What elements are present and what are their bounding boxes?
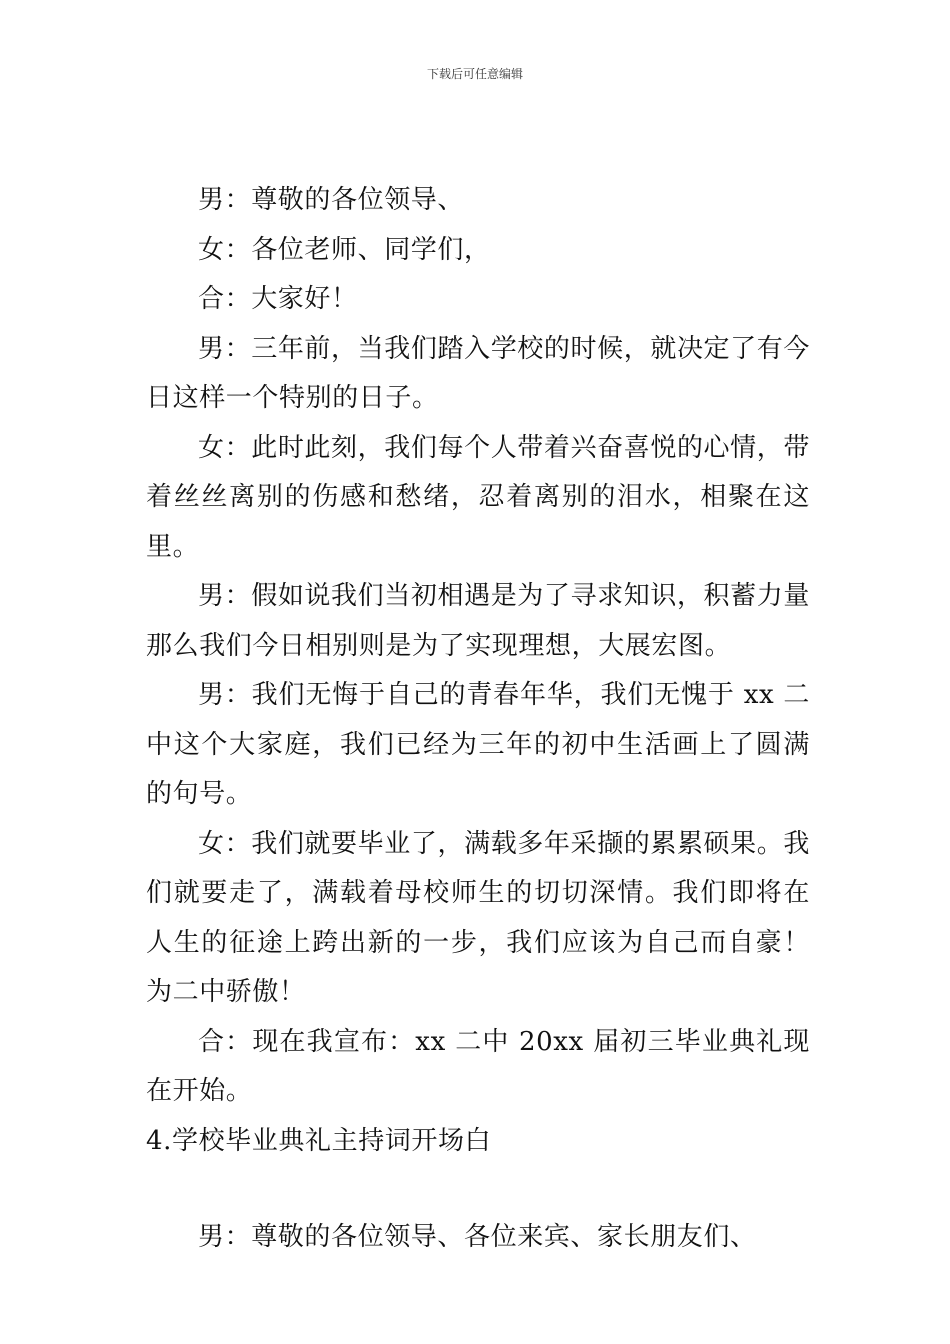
paragraph: 女：此时此刻，我们每个人带着兴奋喜悦的心情，带着丝丝离别的伤感和愁绪，忍着离别的泪水，相聚在这里。 (146, 432, 810, 562)
paragraph: 女：各位老师、同学们， (198, 234, 491, 265)
blank-line (146, 1166, 810, 1213)
paragraph: 女：我们就要毕业了，满载多年采撷的累累硕果。我们就要走了，满载着母校师生的切切深情。我们即将在人生的征途上跨出新的一步，我们应该为自己而自豪！为二中骄傲！ (146, 828, 810, 1007)
paragraph: 合：现在我宣布：xx 二中 20xx 届初三毕业典礼现在开始。 (146, 1026, 810, 1106)
document-body (146, 176, 810, 1263)
page-header: 下载后可任意编辑 (426, 67, 523, 81)
paragraph: 男：尊敬的各位领导、 (198, 185, 465, 215)
paragraph: 合：大家好！ (198, 284, 358, 314)
paragraph: 男：尊敬的各位领导、各位来宾、家长朋友们、 (198, 1222, 757, 1252)
paragraph: 男：三年前，当我们踏入学校的时候，就决定了有今日这样一个特别的日子。 (146, 333, 810, 413)
section-heading: 4.学校毕业典礼主持词开场白 (146, 1125, 492, 1156)
paragraph: 男：我们无悔于自己的青春年华，我们无愧于 xx 二中这个大家庭，我们已经为三年的初中生活画上了圆满的句号。 (146, 680, 810, 809)
paragraph: 男：假如说我们当初相遇是为了寻求知识，积蓄力量那么我们今日相别则是为了实现理想，大展宏图。 (146, 581, 810, 661)
